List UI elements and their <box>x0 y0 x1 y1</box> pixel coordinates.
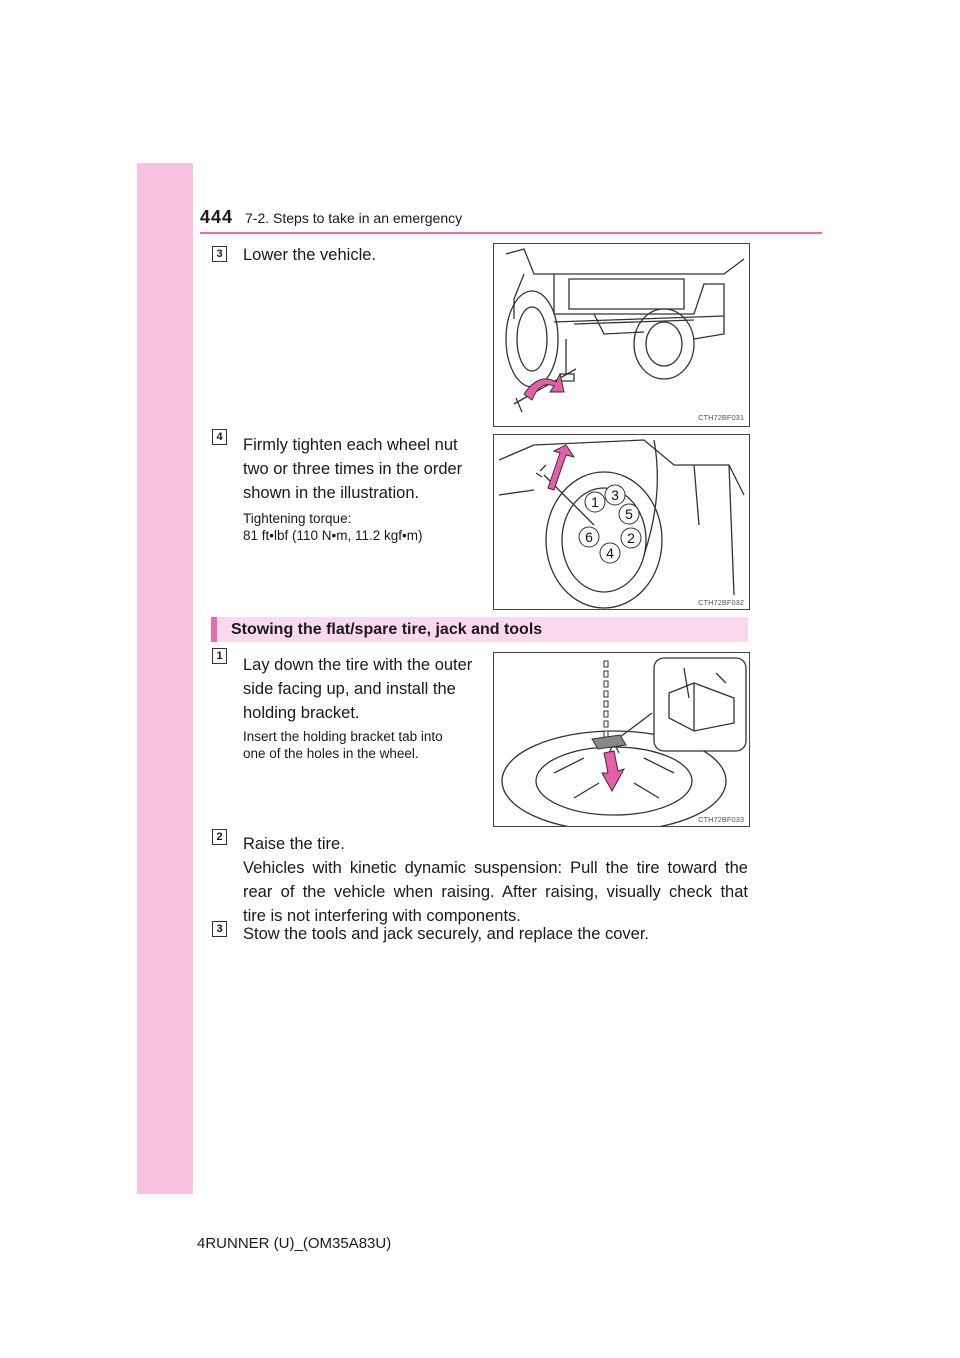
step-text: Lower the vehicle. <box>243 246 376 264</box>
step-text <box>243 856 748 928</box>
nut-label: 5 <box>625 506 633 522</box>
side-tab-bar <box>137 163 193 1194</box>
figure-stow-tire <box>493 652 750 827</box>
step-text <box>243 433 475 505</box>
step-number-badge: 2 <box>212 829 227 845</box>
note-line: Tightening torque: <box>243 511 352 526</box>
step-title: Raise the tire. <box>243 835 345 853</box>
nut-label: 6 <box>585 529 593 545</box>
nut-label: 3 <box>611 487 619 503</box>
nut-label: 4 <box>606 545 614 561</box>
figure-code: CTH72BF031 <box>698 413 744 422</box>
step-text: Stow the tools and jack securely, and replace the cover. <box>243 925 650 943</box>
page-number: 444 <box>200 207 234 227</box>
step-line: tire is not interfering with components. <box>243 907 521 925</box>
step-number-badge: 3 <box>212 921 227 937</box>
banner-title: Stowing the flat/spare tire, jack and tools <box>231 621 543 638</box>
note-line: Insert the holding bracket tab into <box>243 729 443 744</box>
figure-code: CTH72BF033 <box>698 815 744 824</box>
step-line: rear of the vehicle when raising. After raising, visually check that <box>243 883 748 901</box>
step-line: two or three times in the order <box>243 460 463 478</box>
step-number-badge: 1 <box>212 648 227 664</box>
step-note <box>243 510 423 544</box>
figure-lower-vehicle <box>493 243 750 427</box>
note-line: one of the holes in the wheel. <box>243 746 419 761</box>
step-line: Lay down the tire with the outer <box>243 656 473 674</box>
step-line: Vehicles with kinetic dynamic suspension: Pull the tire toward the <box>243 859 748 877</box>
step-line: side facing up, and install the <box>243 680 456 698</box>
step-note <box>243 728 443 762</box>
footer-model-code: 4RUNNER (U)_(OM35A83U) <box>197 1235 392 1252</box>
note-line: 81 ft•lbf (110 N•m, 11.2 kgf•m) <box>243 528 423 543</box>
tighten-nuts-illustration <box>494 435 749 609</box>
step-text <box>243 653 475 725</box>
lower-vehicle-illustration <box>494 244 749 426</box>
nut-label: 2 <box>627 530 635 546</box>
step-line: holding bracket. <box>243 704 360 722</box>
stow-tire-illustration <box>494 653 749 826</box>
step-number-badge: 3 <box>212 246 227 262</box>
step-line: Firmly tighten each wheel nut <box>243 436 458 454</box>
step-line: shown in the illustration. <box>243 484 420 502</box>
section-title: 7-2. Steps to take in an emergency <box>245 210 463 226</box>
figure-code: CTH72BF032 <box>698 598 744 607</box>
section-banner <box>211 617 748 642</box>
nut-label: 1 <box>591 494 599 510</box>
header-rule <box>200 232 822 234</box>
step-number-badge: 4 <box>212 429 227 445</box>
figure-tighten-nuts <box>493 434 750 610</box>
